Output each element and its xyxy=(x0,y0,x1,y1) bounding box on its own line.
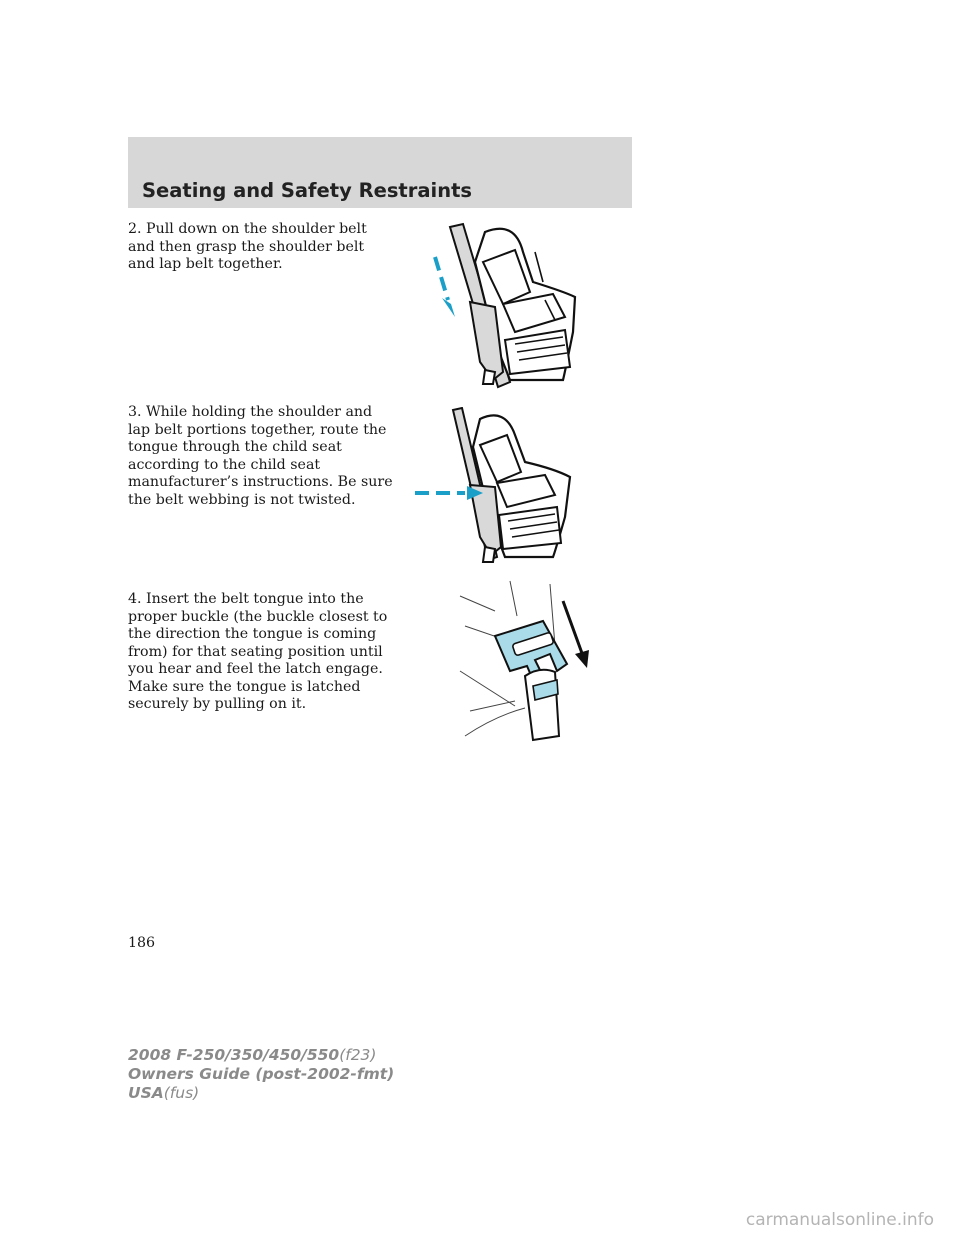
section-header xyxy=(128,137,632,208)
footer-guide: Owners Guide (post-2002-fmt) xyxy=(128,1065,395,1083)
page-number: 186 xyxy=(128,935,156,951)
document-footer xyxy=(128,1046,394,1103)
child-seat-route-tongue-illustration xyxy=(405,407,585,569)
step-3-text: 3. While holding the shoulder and lap belt portions together, route the tongue through the child seat according to the child seat manufacturer’s instructions. Be sure the belt webbing is not twisted. xyxy=(128,404,393,508)
footer-model: 2008 F-250/350/450/550 xyxy=(128,1046,340,1064)
watermark-text: carmanualsonline.info xyxy=(745,1210,934,1230)
footer-model-code: (f23) xyxy=(339,1046,377,1064)
footer-market: USA xyxy=(128,1084,164,1102)
step-4-text: 4. Insert the belt tongue into the proper buckle (the buckle closest to the direction the tongue is coming from) for that seating position until you hear and feel the latch engage. Make sure the tongue is latched securely by pulling on it. xyxy=(128,591,388,712)
step-2-text: 2. Pull down on the shoulder belt and then grasp the shoulder belt and lap belt together. xyxy=(128,221,367,272)
child-seat-pull-belt-illustration xyxy=(415,222,590,392)
footer-market-code: (fus) xyxy=(163,1084,200,1102)
section-title: Seating and Safety Restraints xyxy=(142,179,473,202)
belt-buckle-illustration xyxy=(455,576,595,746)
